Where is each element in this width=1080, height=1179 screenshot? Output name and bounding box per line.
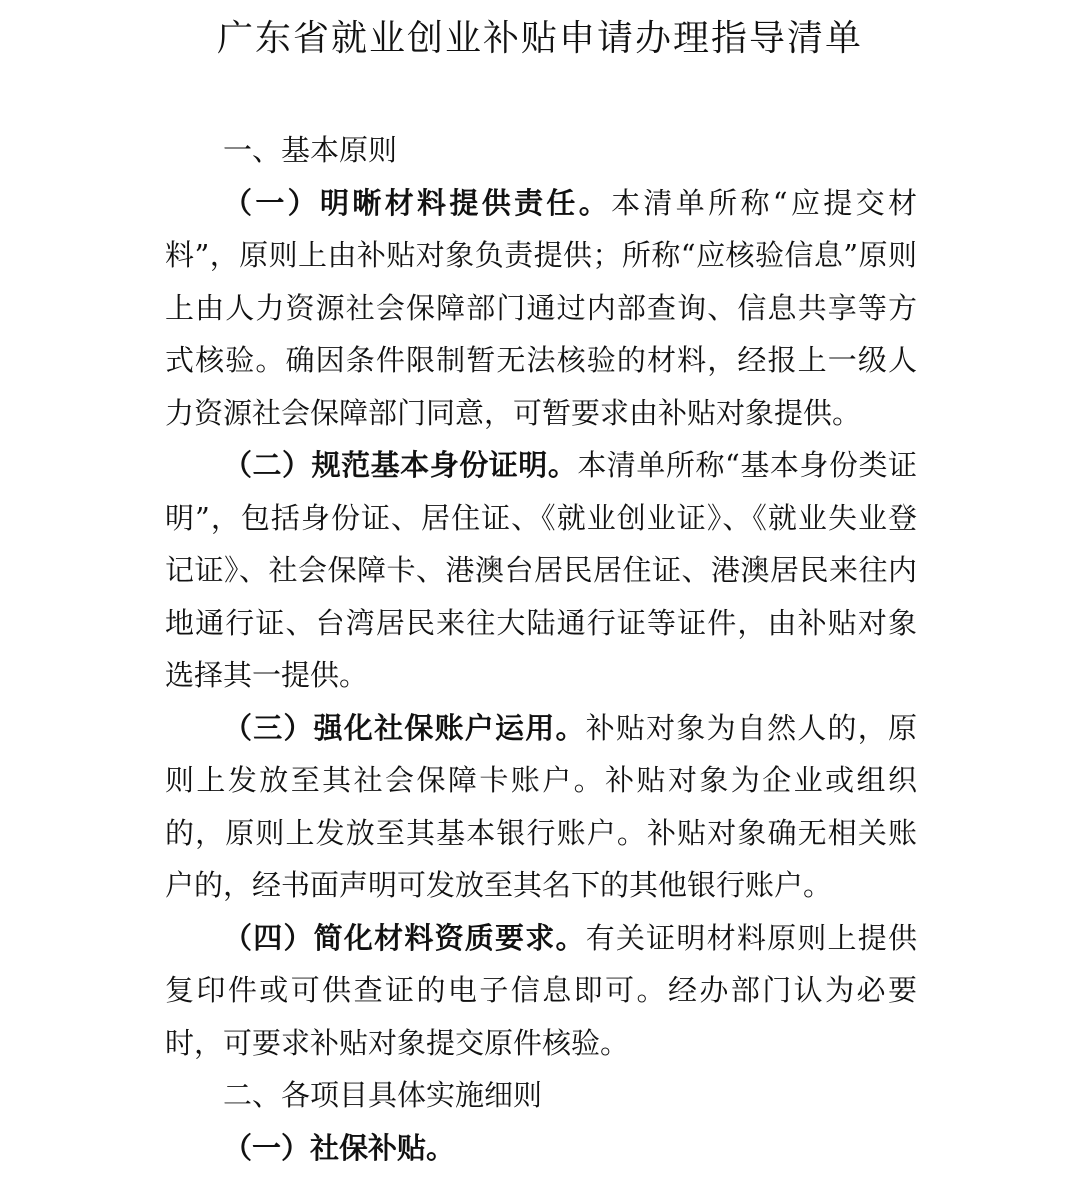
paragraph-5 xyxy=(165,1122,917,1175)
paragraph-4-text: 有关证明材料原则上提供复印件或可供查证的电子信息即可。经办部门认为必要时，可要求补贴对象提交原件核验。 xyxy=(165,920,917,1060)
paragraph-2-heading: （二）规范基本身份证明。 xyxy=(223,448,578,482)
paragraph-3 xyxy=(165,702,917,912)
section-heading-2: 二、各项目具体实施细则 xyxy=(223,1078,543,1112)
paragraph-4-heading: （四）简化材料资质要求。 xyxy=(223,920,586,955)
paragraph-5-heading: （一）社保补贴。 xyxy=(223,1130,456,1165)
paragraph-2-text: 本清单所称“基本身份类证明”，包括身份证、居住证、《就业创业证》、《就业失业登记证》、社会保障卡、港澳台居民居住证、港澳居民来往内地通行证、台湾居民来往大陆通行证等证件，由补贴对象选择其一提供。 xyxy=(165,448,917,692)
paragraph-1-heading: （一）明晰材料提供责任。 xyxy=(223,185,612,220)
document-body xyxy=(165,124,917,1174)
paragraph-4 xyxy=(165,912,917,1070)
document-title: 广东省就业创业补贴申请办理指导清单 xyxy=(216,18,863,59)
paragraph-1-text: 本清单所称“应提交材料”，原则上由补贴对象负责提供；所称“应核验信息”原则上由人力资源社会保障部门通过内部查询、信息共享等方式核验。确因条件限制暂无法核验的材料，经报上一级人力资源社会保障部门同意，可暂要求由补贴对象提供。 xyxy=(165,185,917,430)
paragraph-1 xyxy=(165,177,917,440)
section-heading-1: 一、基本原则 xyxy=(223,133,398,167)
paragraph-2 xyxy=(165,439,917,702)
paragraph-3-heading: （三）强化社保账户运用。 xyxy=(223,710,586,745)
paragraph-3-text: 补贴对象为自然人的，原则上发放至其社会保障卡账户。补贴对象为企业或组织的，原则上发放至其基本银行账户。补贴对象确无相关账户的，经书面声明可发放至其名下的其他银行账户。 xyxy=(165,710,917,902)
